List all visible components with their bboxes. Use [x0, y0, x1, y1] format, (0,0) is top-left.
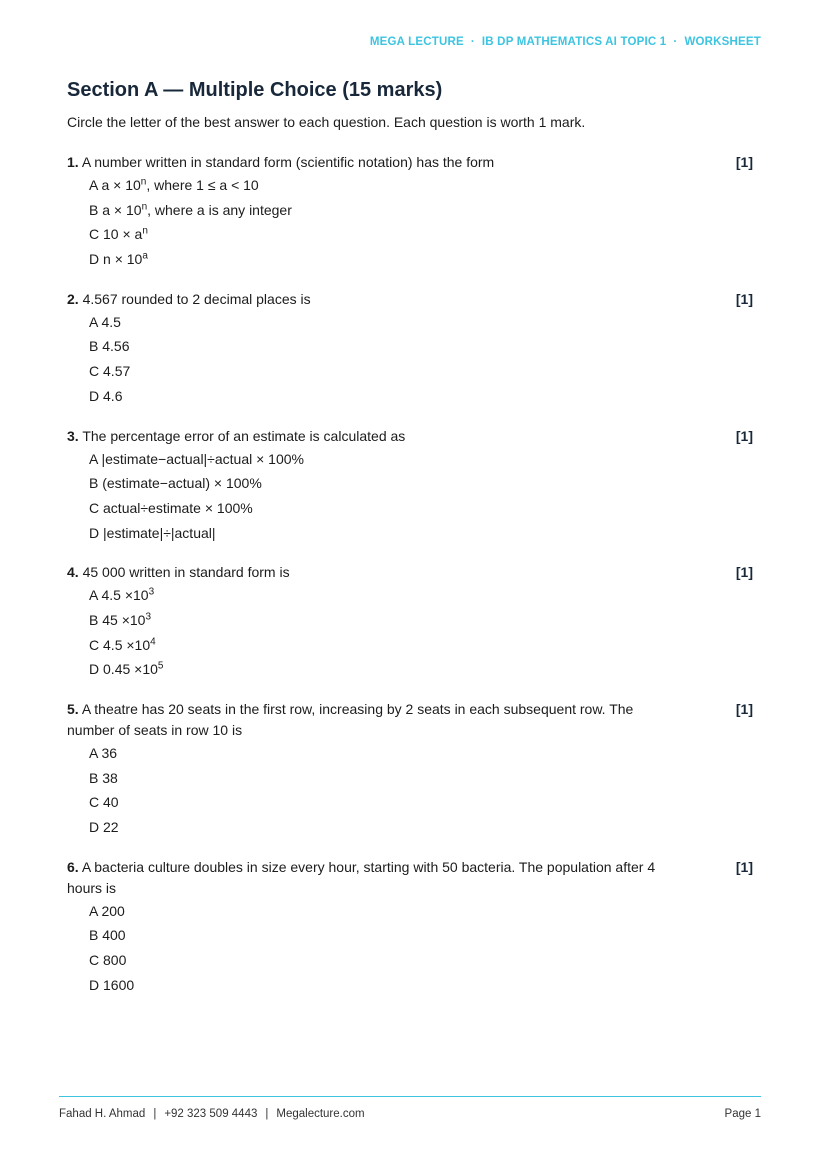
- option-text: 40: [103, 794, 119, 811]
- section-title: Section A — Multiple Choice (15 marks): [67, 79, 443, 101]
- option-letter: B: [89, 769, 99, 786]
- option-text: n × 10: [103, 251, 143, 268]
- footer-site: Megalecture.com: [276, 1108, 365, 1120]
- question-number: 3.: [67, 427, 79, 444]
- question-body: The percentage error of an estimate is calculated as: [82, 427, 406, 444]
- question-stem: [67, 699, 757, 741]
- question-text: [67, 562, 679, 583]
- question-stem: [67, 289, 757, 310]
- option-letter: D: [89, 661, 100, 678]
- option-exponent: 3: [148, 586, 155, 598]
- question-4: [67, 562, 757, 682]
- option-text: a × 10: [102, 201, 142, 218]
- answer-option-c[interactable]: [89, 222, 757, 247]
- answer-option-c[interactable]: [89, 790, 757, 815]
- question-number: 2.: [67, 290, 79, 307]
- question-number: 4.: [67, 564, 79, 581]
- question-number: 6.: [67, 858, 79, 875]
- option-exponent: 5: [157, 660, 164, 672]
- option-text: |estimate|÷|actual|: [103, 524, 216, 541]
- option-exponent: a: [142, 250, 148, 262]
- option-letter: A: [89, 745, 98, 761]
- question-marks: [1]: [735, 701, 753, 717]
- option-text: 38: [102, 769, 118, 786]
- answer-option-d[interactable]: [89, 815, 757, 840]
- answer-option-b[interactable]: [89, 923, 757, 948]
- question-marks: [1]: [735, 154, 753, 170]
- answer-option-b[interactable]: [89, 334, 757, 359]
- question-5: [67, 699, 757, 840]
- question-1: [67, 152, 757, 272]
- answer-option-b[interactable]: [89, 766, 757, 791]
- answer-option-b[interactable]: [89, 198, 757, 223]
- option-text: 400: [102, 927, 126, 944]
- option-exponent: 3: [145, 611, 152, 623]
- option-exponent: n: [142, 225, 148, 237]
- question-marks: [1]: [735, 564, 753, 581]
- answer-option-c[interactable]: [89, 633, 757, 658]
- option-letter: A: [89, 450, 98, 467]
- option-text: 4.5 ×10: [101, 587, 149, 604]
- question-stem: [67, 857, 757, 899]
- answer-option-a[interactable]: [89, 899, 757, 924]
- option-text: 200: [101, 902, 125, 919]
- option-text: 45 ×10: [102, 611, 146, 628]
- question-body: 45 000 written in standard form is: [82, 564, 290, 581]
- option-text: actual÷estimate × 100%: [103, 499, 253, 516]
- option-text: 10 × a: [103, 226, 143, 243]
- question-6: [67, 857, 757, 998]
- question-marks: [1]: [735, 290, 753, 307]
- page-number: Page 1: [724, 1108, 761, 1120]
- answer-option-b[interactable]: [89, 608, 757, 633]
- option-letter: D: [89, 976, 100, 993]
- option-letter: C: [89, 226, 100, 243]
- page-header: MEGA LECTURE · IB DP MATHEMATICS AI TOPIC 1 · WORKSHEET: [369, 36, 761, 48]
- option-text: 4.6: [103, 387, 123, 404]
- answer-option-a[interactable]: [89, 583, 757, 608]
- question-body: A bacteria culture doubles in size every hour, starting with 50 bacteria. The population after 4 hours is: [67, 858, 656, 896]
- footer-phone: +92 323 509 4443: [164, 1108, 258, 1120]
- option-text-suffix: , where a is any integer: [147, 201, 292, 218]
- question-text: [67, 426, 679, 447]
- footer-author: Fahad H. Ahmad: [59, 1108, 146, 1120]
- option-letter: B: [89, 611, 99, 628]
- option-text-suffix: , where 1 ≤ a < 10: [146, 177, 259, 193]
- question-text: [67, 289, 679, 310]
- question-stem: [67, 152, 757, 173]
- question-stem: [67, 426, 757, 447]
- option-letter: A: [89, 313, 98, 330]
- option-letter: D: [89, 819, 100, 836]
- option-letter: B: [89, 338, 99, 355]
- answer-option-c[interactable]: [89, 359, 757, 384]
- option-exponent: n: [141, 201, 148, 213]
- option-text: 1600: [103, 976, 135, 993]
- option-letter: C: [89, 499, 100, 516]
- option-letter: C: [89, 363, 100, 380]
- option-letter: C: [89, 636, 100, 653]
- option-text: (estimate−actual) × 100%: [102, 475, 262, 492]
- header-course: IB DP MATHEMATICS AI TOPIC 1: [481, 36, 667, 48]
- option-letter: A: [89, 902, 98, 919]
- option-text: 4.5: [101, 313, 121, 330]
- answer-option-a[interactable]: [89, 741, 757, 766]
- option-text: 800: [103, 952, 127, 969]
- question-text: [67, 857, 679, 899]
- option-letter: B: [89, 927, 99, 944]
- question-number: 1.: [67, 154, 79, 170]
- option-letter: C: [89, 952, 100, 969]
- option-exponent: n: [140, 176, 147, 188]
- question-body: 4.567 rounded to 2 decimal places is: [82, 290, 311, 307]
- option-letter: D: [89, 251, 100, 268]
- answer-option-d[interactable]: [89, 973, 757, 998]
- option-letter: B: [89, 475, 99, 492]
- header-kind: WORKSHEET: [684, 36, 761, 48]
- answer-option-c[interactable]: [89, 496, 757, 521]
- question-text: [67, 699, 679, 741]
- question-2: [67, 289, 757, 409]
- question-stem: [67, 562, 757, 583]
- answer-option-d[interactable]: [89, 247, 757, 272]
- section-instructions: Circle the letter of the best answer to each question. Each question is worth 1 mark.: [67, 114, 586, 130]
- answer-option-a[interactable]: [89, 173, 757, 198]
- question-marks: [1]: [735, 427, 753, 444]
- question-list: [67, 152, 757, 1015]
- footer-divider: [59, 1096, 761, 1097]
- option-text: 36: [101, 745, 118, 761]
- option-text: 4.56: [102, 338, 130, 355]
- option-text: 4.5 ×10: [103, 636, 151, 653]
- question-body: A theatre has 20 seats in the first row, increasing by 2 seats in each subsequent row. The number of seats in row 10 is: [67, 701, 634, 738]
- answer-option-d[interactable]: [89, 521, 757, 546]
- option-letter: B: [89, 201, 99, 218]
- footer-contact: Fahad H. Ahmad | +92 323 509 4443 | Megalecture.com: [59, 1108, 365, 1120]
- answer-option-b[interactable]: [89, 471, 757, 496]
- header-brand: MEGA LECTURE: [369, 36, 464, 48]
- answer-option-d[interactable]: [89, 657, 757, 682]
- option-letter: A: [89, 177, 98, 193]
- question-number: 5.: [67, 701, 79, 717]
- question-body: A number written in standard form (scientific notation) has the form: [81, 154, 495, 170]
- answer-option-a[interactable]: [89, 310, 757, 335]
- option-letter: D: [89, 524, 100, 541]
- answer-option-c[interactable]: [89, 948, 757, 973]
- option-letter: D: [89, 387, 100, 404]
- option-letter: A: [89, 587, 98, 604]
- question-text: [67, 152, 679, 173]
- question-marks: [1]: [735, 858, 753, 875]
- option-text: 0.45 ×10: [103, 661, 158, 678]
- option-text: a × 10: [101, 177, 141, 193]
- option-text: 22: [103, 819, 119, 836]
- option-letter: C: [89, 794, 100, 811]
- answer-option-d[interactable]: [89, 384, 757, 409]
- answer-option-a[interactable]: [89, 447, 757, 472]
- question-3: [67, 426, 757, 546]
- option-exponent: 4: [150, 635, 156, 647]
- option-text: |estimate−actual|÷actual × 100%: [101, 450, 304, 467]
- option-text: 4.57: [103, 363, 131, 380]
